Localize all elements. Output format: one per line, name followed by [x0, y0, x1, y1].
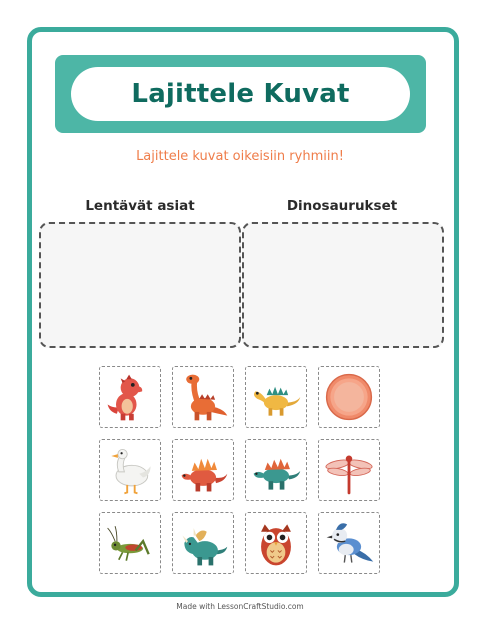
orange-button-icon	[321, 369, 377, 425]
sort-card-triceratops[interactable]	[172, 512, 234, 574]
sort-card-grasshopper[interactable]	[99, 512, 161, 574]
blue-jay-icon	[321, 515, 377, 571]
triceratops-icon	[175, 515, 231, 571]
sort-card-red-dinosaur[interactable]	[99, 366, 161, 428]
sort-card-owl[interactable]	[245, 512, 307, 574]
instruction-text: Lajittele kuvat oikeisiin ryhmiin!	[136, 149, 344, 164]
page-title: Lajittele Kuvat	[131, 79, 350, 109]
drop-zone-flying[interactable]	[39, 222, 241, 348]
group-label-flying: Lentävät asiat	[85, 198, 195, 214]
yellow-stegosaurus-icon	[248, 369, 304, 425]
goose-icon	[102, 442, 158, 498]
sort-card-teal-stegosaurus[interactable]	[245, 439, 307, 501]
dragonfly-icon	[321, 442, 377, 498]
sort-card-orange-button[interactable]	[318, 366, 380, 428]
sort-card-goose[interactable]	[99, 439, 161, 501]
sort-card-blue-jay[interactable]	[318, 512, 380, 574]
owl-icon	[248, 515, 304, 571]
title-pill	[71, 67, 410, 121]
teal-stegosaurus-icon	[248, 442, 304, 498]
sort-card-yellow-stegosaurus[interactable]	[245, 366, 307, 428]
orange-long-neck-dinosaur-icon	[175, 369, 231, 425]
sort-card-long-neck-dinosaur[interactable]	[172, 366, 234, 428]
group-label-dinosaurs: Dinosaurukset	[286, 198, 398, 214]
red-dinosaur-icon	[102, 369, 158, 425]
grasshopper-icon	[102, 515, 158, 571]
drop-zone-dinosaurs[interactable]	[242, 222, 444, 348]
red-stegosaurus-icon	[175, 442, 231, 498]
sort-card-red-stegosaurus[interactable]	[172, 439, 234, 501]
sort-card-dragonfly[interactable]	[318, 439, 380, 501]
footer-credit: Made with LessonCraftStudio.com	[176, 602, 304, 611]
